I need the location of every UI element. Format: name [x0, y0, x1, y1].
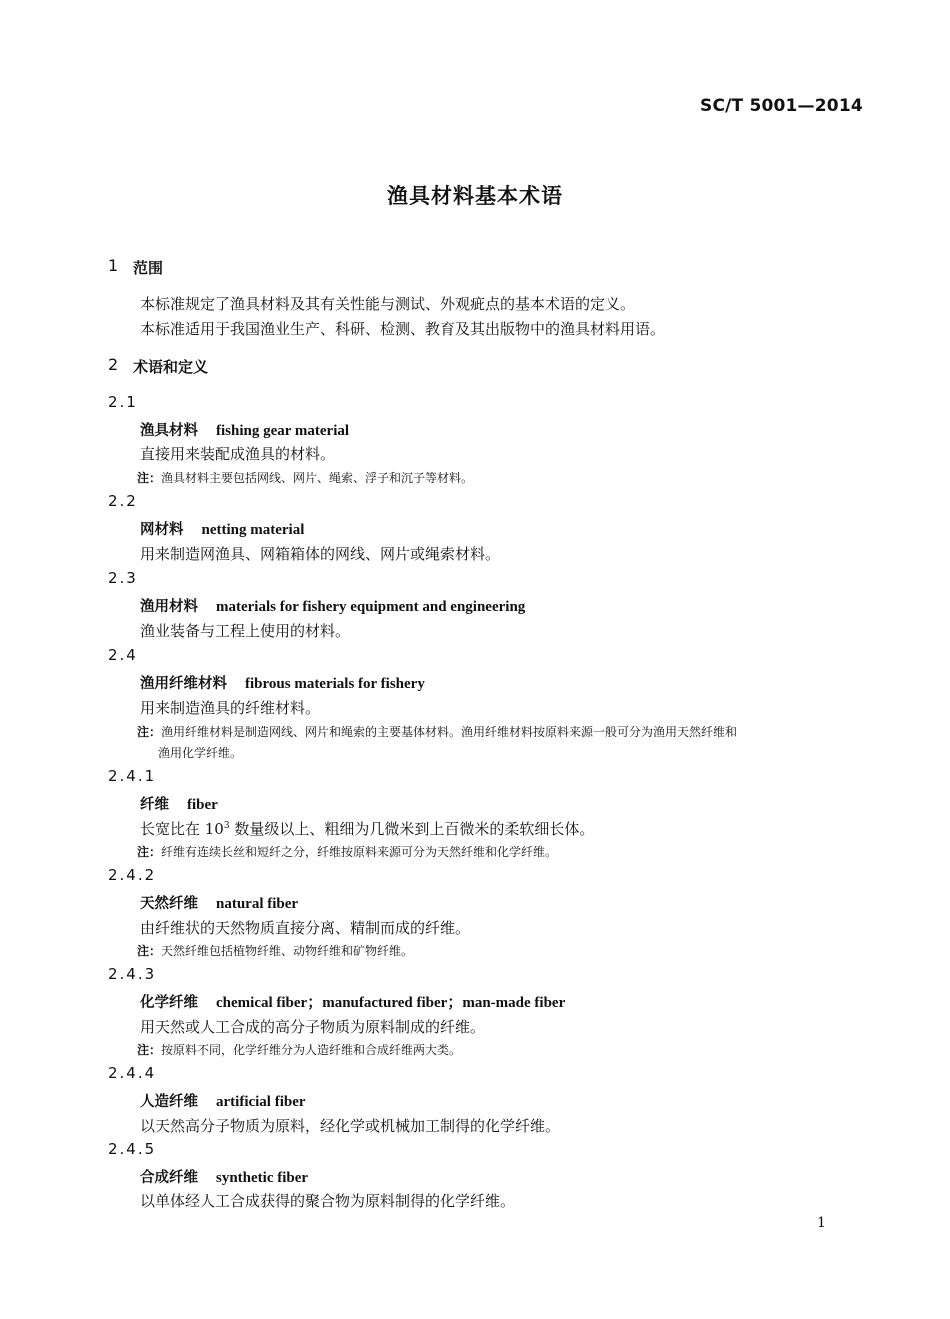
term-zh: 纤维	[140, 797, 169, 813]
section-1-number: 1	[108, 256, 119, 275]
clause-number: 2.3	[108, 569, 138, 587]
document-title: 渔具材料基本术语	[387, 184, 563, 208]
note-label: 注：	[137, 944, 162, 958]
note-text: 按原料不同，化学纤维分为人造纤维和合成纤维两大类。	[161, 1043, 462, 1057]
term-en: chemical fiber；manufactured fiber；man-made fiber	[216, 995, 566, 1011]
term-en: netting material	[201, 522, 305, 538]
term-definition: 渔业装备与工程上使用的材料。	[140, 622, 351, 640]
term-heading	[140, 1166, 308, 1187]
term-en: fiber	[187, 797, 218, 813]
section-1-title: 范围	[133, 259, 164, 277]
clause-number: 2.4.2	[108, 866, 157, 884]
term-en: artificial fiber	[216, 1094, 306, 1110]
term-note	[137, 942, 413, 959]
term-heading	[140, 793, 218, 814]
term-definition: 由纤维状的天然物质直接分离、精制而成的纤维。	[140, 919, 471, 937]
term-note	[137, 723, 737, 740]
note-text: 渔具材料主要包括网线、网片、绳索、浮子和沉子等材料。	[161, 471, 474, 485]
clause-number: 2.4.5	[108, 1140, 157, 1158]
term-definition: 用来制造渔具的纤维材料。	[140, 699, 321, 717]
clause-number: 2.1	[108, 393, 138, 411]
term-en: fibrous materials for fishery	[245, 676, 425, 692]
clause-number: 2.4	[108, 646, 138, 664]
page-number: 1	[817, 1215, 826, 1231]
definition-text: 长宽比在 10	[140, 820, 224, 838]
clause-number: 2.4.1	[108, 767, 157, 785]
term-heading	[140, 1090, 306, 1111]
term-definition: 直接用来装配成渔具的材料。	[140, 445, 336, 463]
term-zh: 人造纤维	[140, 1094, 198, 1110]
exponent: 3	[223, 821, 230, 831]
clause-number: 2.4.3	[108, 965, 157, 983]
term-definition: 用天然或人工合成的高分子物质为原料制成的纤维。	[140, 1018, 486, 1036]
clause-number: 2.4.4	[108, 1064, 157, 1082]
term-heading	[140, 672, 425, 693]
note-text: 天然纤维包括植物纤维、动物纤维和矿物纤维。	[161, 944, 414, 958]
clause-number: 2.2	[108, 492, 138, 510]
term-note	[137, 469, 473, 486]
term-note-continuation: 渔用化学纤维。	[158, 746, 243, 760]
term-definition: 以单体经人工合成获得的聚合物为原料制得的化学纤维。	[140, 1192, 516, 1210]
section-2-title: 术语和定义	[133, 358, 209, 376]
term-en: synthetic fiber	[216, 1170, 309, 1186]
term-note	[137, 843, 557, 860]
term-definition: 以天然高分子物质为原料，经化学或机械加工制得的化学纤维。	[140, 1117, 561, 1135]
term-zh: 渔用材料	[140, 599, 198, 615]
note-label: 注：	[137, 725, 162, 739]
term-zh: 化学纤维	[140, 995, 198, 1011]
term-definition	[140, 818, 594, 839]
definition-text: 数量级以上、粗细为几微米到上百微米的柔软细长体。	[229, 820, 595, 838]
scope-paragraph: 本标准适用于我国渔业生产、科研、检测、教育及其出版物中的渔具材料用语。	[140, 320, 666, 338]
note-label: 注：	[137, 845, 162, 859]
term-heading	[140, 991, 565, 1012]
note-text: 渔用纤维材料是制造网线、网片和绳索的主要基体材料。渔用纤维材料按原料来源一般可分为渔用天然纤维和	[161, 725, 738, 739]
term-heading	[140, 518, 304, 539]
term-heading	[140, 419, 349, 440]
section-2-number: 2	[108, 355, 119, 374]
note-text: 纤维有连续长丝和短纤之分，纤维按原料来源可分为天然纤维和化学纤维。	[161, 845, 558, 859]
scope-paragraph: 本标准规定了渔具材料及其有关性能与测试、外观疵点的基本术语的定义。	[140, 295, 636, 313]
term-heading	[140, 892, 298, 913]
note-label: 注：	[137, 471, 162, 485]
note-label: 注：	[137, 1043, 162, 1057]
term-en: natural fiber	[216, 896, 299, 912]
term-note	[137, 1041, 461, 1058]
term-en: fishing gear material	[216, 423, 350, 439]
term-heading	[140, 595, 525, 616]
term-zh: 渔具材料	[140, 423, 198, 439]
term-definition: 用来制造网渔具、网箱箱体的网线、网片或绳索材料。	[140, 545, 501, 563]
term-zh: 合成纤维	[140, 1170, 198, 1186]
term-en: materials for fishery equipment and engineering	[216, 599, 526, 615]
term-zh: 天然纤维	[140, 896, 198, 912]
term-zh: 渔用纤维材料	[140, 676, 227, 692]
term-zh: 网材料	[140, 522, 184, 538]
standard-id: SC/T 5001—2014	[700, 96, 863, 116]
